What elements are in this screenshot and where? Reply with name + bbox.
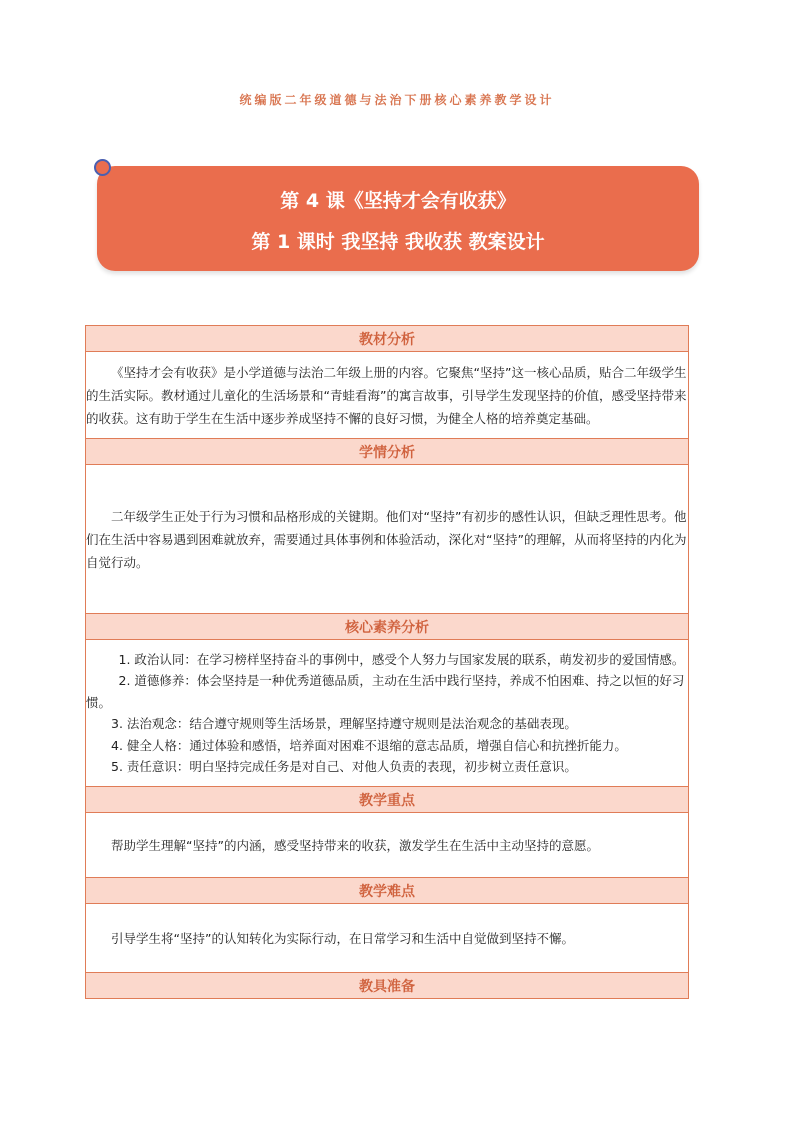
section-body-students — [86, 465, 689, 614]
section-header-key-points: 教学重点 — [86, 787, 689, 813]
section-header-literacy: 核心素养分析 — [86, 614, 689, 640]
literacy-item: 5. 责任意识：明白坚持完成任务是对自己、对他人负责的表现，初步树立责任意识。 — [111, 759, 577, 774]
literacy-item: 3. 法治观念：结合遵守规则等生活场景，理解坚持遵守规则是法治观念的基础表现。 — [111, 716, 577, 731]
difficulties-text: 引导学生将“坚持”的认知转化为实际行动，在日常学习和生活中自觉做到坚持不懈。 — [111, 930, 574, 946]
literacy-item: 1. 政治认同：在学习榜样坚持奋斗的事例中，感受个人努力与国家发展的联系，萌发初步的爱国情感。 — [118, 651, 685, 667]
key-points-text: 帮助学生理解“坚持”的内涵，感受坚持带来的收获，激发学生在生活中主动坚持的意愿。 — [111, 837, 599, 853]
literacy-item: 4. 健全人格：通过体验和感悟，培养面对困难不退缩的意志品质，增强自信心和抗挫折能力。 — [111, 737, 627, 753]
banner-dot-decoration — [94, 159, 111, 176]
lesson-title: 第 4 课《坚持才会有收获》 — [280, 190, 516, 212]
section-body-difficulties — [86, 904, 689, 973]
section-body-textbook — [86, 352, 689, 439]
student-analysis-text: 二年级学生正处于行为习惯和品格形成的关键期。他们对“坚持”有初步的感性认识，但缺乏理性思考。他们在生活中容易遇到困难就放弃，需要通过具体事例和体验活动，深化对“坚持”的理解，从而将坚持的内化为自觉行动。 — [86, 508, 687, 570]
section-body-literacy — [86, 640, 689, 787]
lesson-plan-table — [85, 325, 689, 999]
section-body-key-points — [86, 813, 689, 878]
section-header-difficulties: 教学难点 — [86, 878, 689, 904]
lesson-subtitle: 第 1 课时 我坚持 我收获 教案设计 — [251, 231, 545, 253]
lesson-title-banner — [97, 166, 699, 271]
section-header-materials: 教具准备 — [86, 973, 689, 999]
textbook-analysis-text: 《坚持才会有收获》是小学道德与法治二年级上册的内容。它聚焦“坚持”这一核心品质，贴合二年级学生的生活实际。教材通过儿童化的生活场景和“青蛙看海”的寓言故事，引导学生发现坚持的价值，感受坚持带来的收获。这有助于学生在生活中逐步养成坚持不懈的良好习惯，为健全人格的培养奠定基础。 — [86, 364, 687, 426]
section-header-students: 学情分析 — [86, 439, 689, 465]
literacy-item: 2. 道德修养：体会坚持是一种优秀道德品质，主动在生活中践行坚持，养成不怕困难、持之以恒的好习惯。 — [86, 673, 685, 710]
running-header: 统编版二年级道德与法治下册核心素养教学设计 — [239, 93, 555, 107]
section-header-textbook: 教材分析 — [86, 326, 689, 352]
